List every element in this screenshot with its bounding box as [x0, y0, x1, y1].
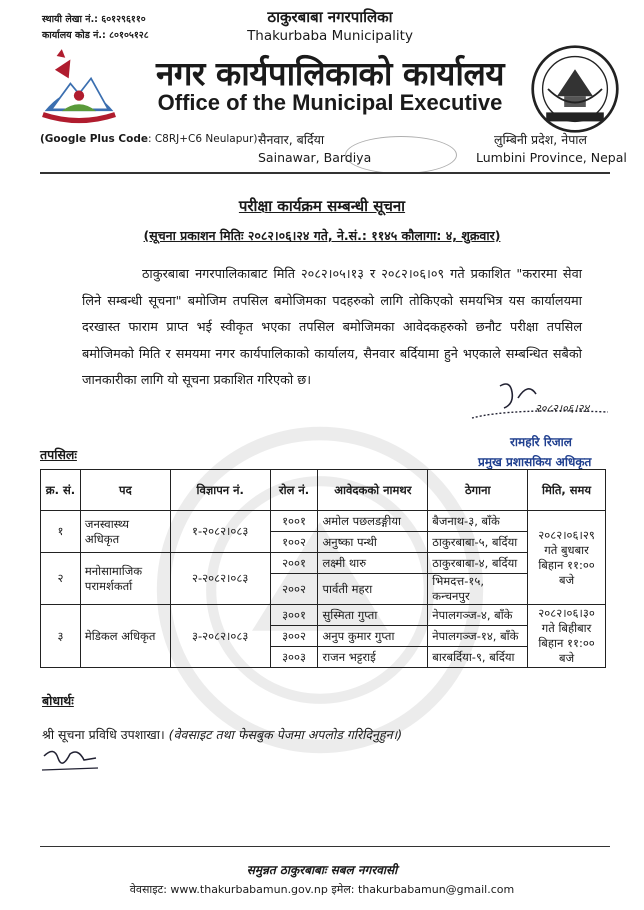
cell-name: अनुप कुमार गुप्ता — [318, 626, 428, 647]
cc-note: (वेवसाइट तथा फेसबुक पेजमा अपलोड गरिदिनुहुन।) — [168, 727, 403, 742]
cell-roll: १००२ — [270, 532, 318, 553]
schedule-label: तपसिलः — [40, 447, 77, 462]
cell-address: ठाकुरबाबा-५, बर्दिया — [428, 532, 528, 553]
cell-name: अनुष्का पन्थी — [318, 532, 428, 553]
office-code: कार्यालय कोड नं.: ८०१०५१२८ — [42, 30, 149, 41]
office-title-en: Office of the Municipal Executive — [157, 90, 503, 115]
col-address: ठेगाना — [428, 470, 528, 511]
cell-datetime: २०८२।०६।२९ गते बुधबार बिहान ११:०० बजे — [528, 511, 606, 605]
col-datetime: मिति, समय — [528, 470, 606, 511]
header-divider — [40, 172, 610, 174]
cc-label: बोधार्थः — [42, 693, 74, 708]
cell-adv-no: ३-२०८२।०८३ — [170, 605, 270, 668]
cell-roll: ३००१ — [270, 605, 318, 626]
cell-sn: १ — [41, 511, 81, 553]
signature-date: २०८२।०६।२४ — [535, 402, 590, 415]
province-np: लुम्बिनी प्रदेश, नेपाल — [494, 132, 588, 147]
table-row — [41, 511, 606, 532]
cell-address: ठाकुरबाबा-४, बर्दिया — [428, 553, 528, 574]
province-en: Lumbini Province, Nepal — [476, 150, 627, 165]
cell-address: बारबर्दिया-९, बर्दिया — [428, 647, 528, 668]
cell-roll: ३००३ — [270, 647, 318, 668]
cell-datetime: २०८२।०६।३० गते बिहीबार बिहान ११:०० बजे — [528, 605, 606, 668]
table-row — [41, 553, 606, 574]
permanent-account-number: स्थायी लेखा नं.: ६०१२९६११० — [42, 14, 146, 25]
publication-info: (सूचना प्रकाशन मितिः २०८२।०६।२४ गते, ने.सं.: ११४५ कौलागा: ४, शुक्रवार) — [143, 228, 501, 243]
municipality-name-np: ठाकुरबाबा नगरपालिका — [267, 8, 393, 26]
footer-motto: समुन्नत ठाकुरबाबाः सबल नगरवासी — [246, 863, 398, 877]
cell-roll: २००१ — [270, 553, 318, 574]
cell-roll: २००२ — [270, 574, 318, 605]
address-np: सैनवार, बर्दिया — [258, 132, 325, 147]
cell-name: अमोल पछलडङ्गीया — [318, 511, 428, 532]
cell-name: सुस्मिता गुप्ता — [318, 605, 428, 626]
col-sn: क्र. सं. — [41, 470, 81, 511]
col-adv-no: विज्ञापन नं. — [170, 470, 270, 511]
col-post: पद — [80, 470, 170, 511]
cell-roll: १००१ — [270, 511, 318, 532]
cell-address: नेपालगञ्ज-४, बाँके — [428, 605, 528, 626]
cell-address: भिमदत्त-१५, कन्चनपुर — [428, 574, 528, 605]
cell-name: राजन भट्टराई — [318, 647, 428, 668]
address-en: Sainawar, Bardiya — [258, 150, 372, 165]
cell-name: पार्वती महरा — [318, 574, 428, 605]
cell-roll: ३००२ — [270, 626, 318, 647]
nepal-emblem-icon — [36, 44, 122, 130]
cell-post: जनस्वास्थ्य अधिकृत — [80, 511, 170, 553]
notice-body: ठाकुरबाबा नगरपालिकाबाट मिति २०८२।०५।१३ र २०८२।०६।०९ गते प्रकाशित "करारमा सेवा लिने सम्बन्धी सूचना" बमोजिम तपसिल बमोजिमका पदहरुको लागि तोकिएको समयभित्र यस कार्यालयमा दरखास्त फाराम प्राप्त भई स्वीकृत भएका तपसिल बमोजिमका आवेदकहरुको छनौट परीक्षा तपसिल बमोजिमको मिति र समयमा नगर कार्यपालिकाको कार्यालय, सैनवार बर्दियामा हुने भएकाले सम्बन्धित सबैको जानकारीका लागि यो सूचना प्रकाशित गरिएको छ। — [82, 267, 582, 388]
cell-post: मनोसामाजिक परामर्शकर्ता — [80, 553, 170, 605]
footer-divider — [40, 846, 610, 847]
cell-post: मेडिकल अधिकृत — [80, 605, 170, 668]
signer-title: प्रमुख प्रशासकिय अधिकृत — [478, 455, 592, 469]
office-title-np: नगर कार्यपालिकाको कार्यालय — [156, 54, 504, 93]
cell-address: बैजनाथ-३, बाँके — [428, 511, 528, 532]
google-plus-code: (Google Plus Code: C8RJ+C6 Neulapur) — [40, 133, 258, 145]
exam-schedule-table — [40, 469, 606, 668]
cc-line — [42, 726, 402, 743]
footer-contacts: वेवसाइट: www.thakurbabamun.gov.np इमेल: thakurbabamun@gmail.com — [129, 883, 515, 896]
cell-sn: २ — [41, 553, 81, 605]
table-row — [41, 605, 606, 626]
cc-recipient: श्री सूचना प्रविधि उपशाखा। — [42, 727, 165, 742]
cell-adv-no: २-२०८२।०८३ — [170, 553, 270, 605]
municipality-logo-icon — [530, 44, 620, 134]
notice-subject: परीक्षा कार्यक्रम सम्बन्धी सूचना — [238, 197, 406, 215]
cell-adv-no: १-२०८२।०८३ — [170, 511, 270, 553]
cell-name: लक्ष्मी थारु — [318, 553, 428, 574]
initials-signature-icon — [40, 746, 100, 776]
cell-address: नेपालगञ्ज-१४, बाँके — [428, 626, 528, 647]
table-header-row — [41, 470, 606, 511]
col-roll: रोल नं. — [270, 470, 318, 511]
cell-sn: ३ — [41, 605, 81, 668]
municipality-name-en: Thakurbaba Municipality — [247, 28, 413, 44]
col-name: आवेदकको नामथर — [318, 470, 428, 511]
signer-name: रामहरि रिजाल — [510, 435, 572, 449]
